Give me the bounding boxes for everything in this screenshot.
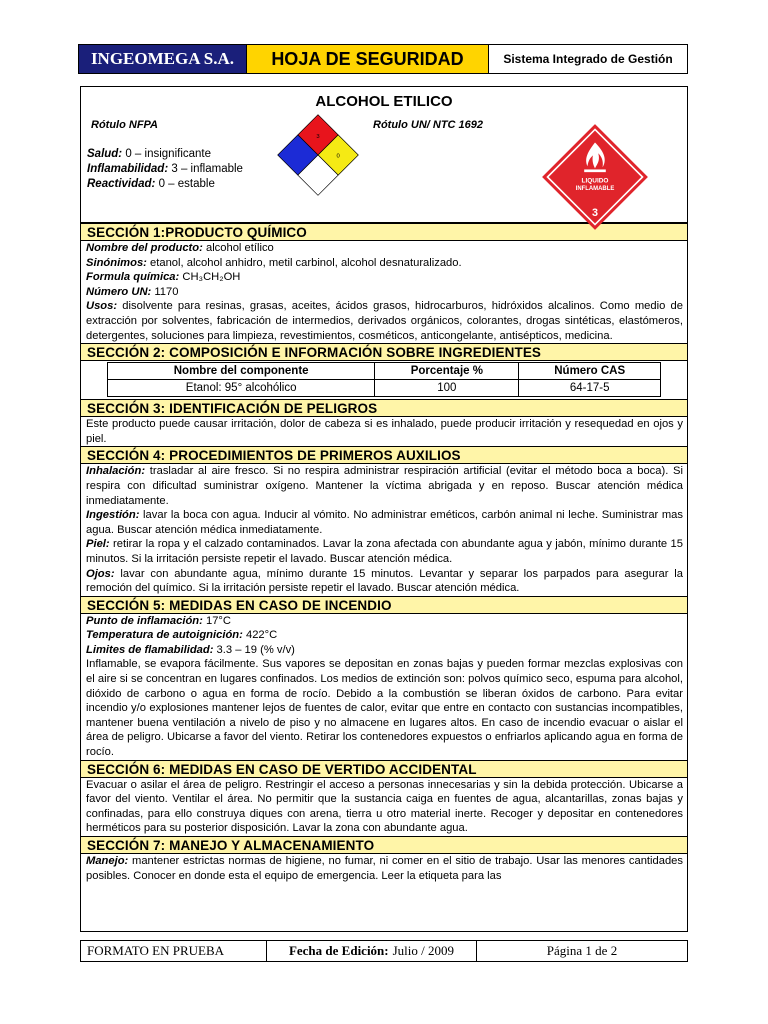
edition-date-label: Fecha de Edición: [288, 943, 389, 958]
system-name: Sistema Integrado de Gestión [489, 45, 687, 73]
field-label: Ingestión: [86, 509, 140, 522]
placard-line1: LIQUIDO [581, 177, 609, 185]
field-label: Limites de flamabilidad: [86, 643, 214, 656]
field-value: etanol, alcohol anhidro, metil carbinol, alcohol desnaturalizado. [146, 256, 462, 269]
format-status: FORMATO EN PRUEBA [81, 941, 267, 961]
un-number-row [86, 285, 683, 300]
column-header: Nombre del componente [108, 363, 375, 380]
table-cell: 100 [375, 380, 519, 397]
field-value: lavar la boca con agua. Inducir al vómito. No administrar eméticos, carbón animal ni leche. Suministrar mas agua. Buscar atención médica inmediatamente. [86, 509, 683, 536]
hazard-labels [81, 117, 687, 223]
field-label: Sinónimos: [86, 256, 147, 269]
product-name-row [86, 241, 683, 256]
eyes-row [86, 567, 683, 596]
composition-table [107, 362, 661, 397]
document-title: HOJA DE SEGURIDAD [247, 45, 489, 73]
nfpa-reactivity-value: 0 [336, 153, 340, 160]
handling-row [86, 854, 683, 883]
flammable-liquid-placard-icon [541, 123, 649, 231]
flash-point-row [86, 614, 683, 629]
table-header-row [108, 363, 661, 380]
section-4-title: SECCIÓN 4: PROCEDIMIENTOS DE PRIMEROS AUXILIOS [81, 446, 687, 464]
hazard-label: Salud: [87, 148, 123, 160]
field-value: 1170 [151, 285, 179, 298]
edition-date-value: Julio / 2009 [392, 943, 455, 958]
hazard-flammability [87, 162, 243, 177]
section-4-body [81, 464, 687, 595]
field-value: 17°C [202, 614, 231, 627]
flame-base [584, 169, 606, 172]
field-value: trasladar al aire fresco. Si no respira administrar respiración artificial (evitar el método boca a boca). Si respira con dificultad suministrar oxígeno. Mantener la víctima abrigada y en reposo. Buscar atención médica inmediatamente. [86, 465, 683, 507]
field-label: Nombre del producto: [86, 242, 203, 254]
field-label: Número UN: [86, 285, 152, 298]
section-3-title: SECCIÓN 3: IDENTIFICACIÓN DE PELIGROS [81, 399, 687, 417]
field-label: Piel: [86, 538, 110, 551]
field-label: Ojos: [86, 567, 115, 580]
field-value: 422°C [242, 629, 278, 642]
company-name: INGEOMEGA S.A. [79, 45, 247, 73]
field-value: disolvente para resinas, grasas, aceites, ácidos grasos, hidrocarburos, hidróxidos alcalinos. Como medio de extracción por solventes, fabricación de intermedios, derivados orgánicos, colorantes, drogas sintéticas, elastómeros, detergentes, soluciones para limpieza, revestimientos, cosméticos, anticongelante, antisépticos, medicina. [86, 300, 683, 342]
autoignition-row [86, 628, 683, 643]
edition-date [267, 941, 477, 961]
formula-row [86, 270, 683, 285]
field-label: Temperatura de autoignición: [86, 629, 243, 642]
section-6-title: SECCIÓN 6: MEDIDAS EN CASO DE VERTIDO ACCIDENTAL [81, 760, 687, 778]
section-3-body [81, 417, 687, 446]
placard-line2: INFLAMABLE [575, 185, 615, 192]
hazard-label: Inflamabilidad: [87, 163, 169, 175]
field-value: 3.3 – 19 (% v/v) [213, 643, 295, 656]
table-row [108, 380, 661, 397]
column-header: Número CAS [519, 363, 661, 380]
hazard-value: 0 – insignificante [122, 148, 212, 160]
nfpa-label-title: Rótulo NFPA [91, 119, 159, 131]
safety-sheet [80, 86, 688, 932]
page-number: Página 1 de 2 [546, 943, 618, 958]
field-label: Usos: [86, 300, 118, 313]
hazard-value: 0 – estable [155, 178, 215, 190]
field-label: Punto de inflamación: [86, 614, 203, 627]
section-1-title: SECCIÓN 1:PRODUCTO QUÍMICO [81, 223, 687, 241]
hazard-reactivity [87, 177, 243, 192]
chemical-name-row [81, 87, 687, 117]
field-value: CH₃CH₂OH [179, 271, 241, 284]
field-label: Formula química: [86, 271, 180, 284]
document-footer [80, 940, 688, 962]
table-cell: Etanol: 95° alcohólico [108, 380, 375, 397]
field-value: retirar la ropa y el calzado contaminados. Lavar la zona afectada con abundante agua y jabón, mínimo durante 15 minutos. Si la irritación persiste repetir el lavado. Buscar atención médica. [86, 538, 683, 565]
section-5-title: SECCIÓN 5: MEDIDAS EN CASO DE INCENDIO [81, 596, 687, 614]
column-header: Porcentaje % [375, 363, 519, 380]
uses-row [86, 299, 683, 343]
placard-class: 3 [591, 206, 599, 219]
section-7-title: SECCIÓN 7: MANEJO Y ALMACENAMIENTO [81, 836, 687, 854]
section-2-title: SECCIÓN 2: COMPOSICIÓN E INFORMACIÓN SOBRE INGREDIENTES [81, 343, 687, 361]
field-value: lavar con abundante agua, mínimo durante 15 minutos. Levantar y separar los parpados para asegurar la remoción del químico. Si la irritación persiste repetir el lavado. Buscar atención médica. [86, 567, 683, 595]
field-label: Manejo: [86, 855, 129, 867]
field-value: alcohol etílico [202, 242, 274, 254]
hazard-health [87, 147, 243, 162]
flammability-limits-row [86, 643, 683, 658]
synonyms-row [86, 256, 683, 271]
section-1-body [81, 241, 687, 343]
hazard-label: Reactividad: [87, 178, 156, 190]
inhalation-row [86, 464, 683, 508]
table-cell: 64-17-5 [519, 380, 661, 397]
field-value: mantener estrictas normas de higiene, no fumar, ni comer en el sitio de trabajo. Usar las menores cantidades posibles. Conocer en donde esta el equipo de emergencia. Leer la etiqueta para las [86, 855, 683, 882]
hazard-ratings [87, 147, 243, 192]
section-7-body [81, 854, 687, 883]
section-5-body [81, 614, 687, 760]
chemical-name: ALCOHOL ETILICO [315, 93, 453, 110]
hazard-value: 3 – inflamable [168, 163, 243, 175]
nfpa-flammability-value: 3 [316, 134, 320, 141]
hazard-text: Este producto puede causar irritación, dolor de cabeza si es inhalado, puede producir irritación y resequedad en ojos y piel. [86, 418, 683, 445]
ingestion-row [86, 508, 683, 537]
skin-row [86, 537, 683, 566]
fire-text: Inflamable, se evapora fácilmente. Sus vapores se depositan en zonas bajas y pueden formar mezclas explosivas con el aire si se concentran en lugares confinados. Los medios de extinción son: polvos químico seco, espuma para alcohol, dióxido de carbono o agua en forma de rocío. Debido a la combustión se liberan óxidos de carbono. Para evitar incendio y/o explosiones mantener lejos de fuentes de calor, evitar que entre en contacto con sustancias incompatibles, mantener buena ventilación a nivelo de piso y no almacene en lugares altos. En caso de incendio evacuar o aislar el área de peligro. Ubicarse a favor del viento. Retirar los contenedores expuestos o enfriarlos aplicando agua en forma de rocío. [86, 658, 683, 759]
document-header [78, 44, 688, 74]
field-label: Inhalación: [86, 465, 146, 478]
section-6-body [81, 778, 687, 836]
spill-text: Evacuar o asilar el área de peligro. Restringir el acceso a personas innecesarias y sin la debida protección. Ubicarse a favor del viento. Ventilar el área. No permitir que la sustancia caiga en fuentes de agua, alcantarillas, zonas bajas y confinadas, para ello construya diques con arena, tierra u otro material inerte. Recoger y depositar en contenedores herméticos para su posterior disposición. Lavar la zona con abundante agua. [86, 778, 683, 835]
un-label-title: Rótulo UN/ NTC 1692 [373, 119, 484, 131]
border-gap [534, 87, 652, 89]
nfpa-diamond-icon [276, 113, 360, 197]
